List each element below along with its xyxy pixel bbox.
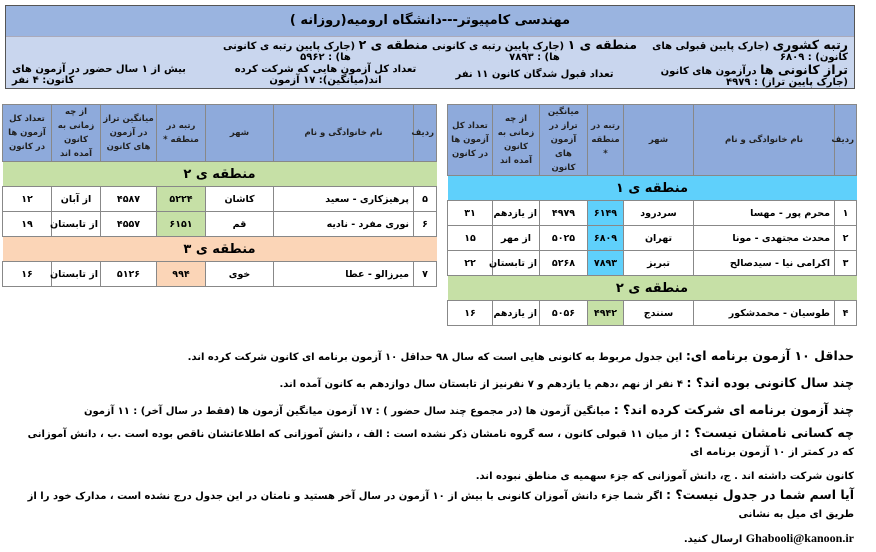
- cell: اکرامی نیا - سیدصالح: [694, 251, 835, 276]
- cell: قم: [206, 212, 274, 237]
- cell: ۷: [414, 262, 437, 287]
- region-label: منطقه ی ۳: [3, 237, 437, 262]
- column-header: شهر: [624, 105, 694, 176]
- cell: میرزالو - عطا: [274, 262, 414, 287]
- cell: از تابستان: [52, 212, 101, 237]
- cell: ۵۰۵۶: [540, 301, 588, 326]
- region1-rank: منطقه ی ۱ (جارک پایین رتبه ی کانونی ها) : ۷۸۹۳: [432, 36, 637, 63]
- cell: ۳۱: [448, 201, 493, 226]
- column-header: از چه زمانی به کانون آمده اند: [493, 105, 540, 176]
- column-header: رتبه در منطقه *: [588, 105, 624, 176]
- national-rank: رتبه کشوری (جارک پایین قبولی های کانون) : ۶۸۰۹: [652, 36, 848, 63]
- cell: ۶۱۴۹: [588, 201, 624, 226]
- cell: ۷۸۹۳: [588, 251, 624, 276]
- cell: ۶: [414, 212, 437, 237]
- summary-row-1: [6, 37, 854, 62]
- cell: ۱۵: [448, 226, 493, 251]
- cell: ۴: [835, 301, 857, 326]
- cell: ۵: [414, 187, 437, 212]
- region-label: منطقه ی ۲: [3, 162, 437, 187]
- table-header: [3, 105, 437, 162]
- note-missing: چه کسانی نامشان نیست؟ : از میان ۱۱ قبولی کانون ، سه گروه نامشان ذکر نشده است : الف ، دانش آموزانی که اطلاعاتشان ناقص بوده است .ب ، دانش آموزانی که در کمتر از ۱۰ آزمون برنامه ای: [27, 425, 854, 458]
- kanoon-score: تراز کانونی ها درآزمون های کانون (جارک پایین تراز) : ۴۹۷۹: [660, 61, 848, 88]
- cell: ۶۸۰۹: [588, 226, 624, 251]
- region-label: منطقه ی ۱: [448, 176, 857, 201]
- cell: از یازدهم: [493, 201, 540, 226]
- column-header: نام خانوادگی و نام: [694, 105, 835, 176]
- note-email-line: Ghabooli@kanoon.ir ارسال کنید.: [683, 531, 854, 545]
- cell: ۴۹۷۹: [540, 201, 588, 226]
- cell: ۲۲: [448, 251, 493, 276]
- cell: ۹۹۴: [157, 262, 206, 287]
- cell: نوری مفرد - نادیه: [274, 212, 414, 237]
- cell: ۱۶: [448, 301, 493, 326]
- summary-row-2: [6, 62, 854, 87]
- summary-header: [5, 5, 855, 89]
- column-header: نام خانوادگی و نام: [274, 105, 414, 162]
- cell: خوی: [206, 262, 274, 287]
- column-header: از چه زمانی به کانون آمده اند: [52, 105, 101, 162]
- cell: محرم پور - مهسا: [694, 201, 835, 226]
- cell: ۱۹: [3, 212, 52, 237]
- cell: ۵۰۲۵: [540, 226, 588, 251]
- column-header: میانگین تراز در آزمون های کانون: [101, 105, 157, 162]
- cell: محدث مجتهدی - مونا: [694, 226, 835, 251]
- table-row: [448, 201, 857, 226]
- region2-rank: منطقه ی ۲ (جارک پایین رتبه ی کانونی ها) : ۵۹۶۲: [223, 36, 428, 63]
- table-row: [448, 301, 857, 326]
- column-header: تعداد کل آزمون ها در کانون: [448, 105, 493, 176]
- column-header: تعداد کل آزمون ها در کانون: [3, 105, 52, 162]
- table-row: [3, 212, 437, 237]
- cell: ۴۵۵۷: [101, 212, 157, 237]
- cell: از مهر: [493, 226, 540, 251]
- cell: ۵۲۶۸: [540, 251, 588, 276]
- column-header: شهر: [206, 105, 274, 162]
- exam-count: تعداد کل آزمون هایی که شرکت کرده اند(میانگین): ۱۷ آزمون: [234, 63, 417, 86]
- cell: ۱۲: [3, 187, 52, 212]
- cell: ۱: [835, 201, 857, 226]
- table-row: [448, 226, 857, 251]
- region-row: [3, 162, 437, 187]
- cell: پرهیزکاری - سعید: [274, 187, 414, 212]
- cell: ۶۱۵۱: [157, 212, 206, 237]
- table-row: [3, 187, 437, 212]
- cell: سردرود: [624, 201, 694, 226]
- cell: تهران: [624, 226, 694, 251]
- cell: ۵۲۲۴: [157, 187, 206, 212]
- cell: کاشان: [206, 187, 274, 212]
- region-row: [3, 237, 437, 262]
- cell: ۵۱۲۶: [101, 262, 157, 287]
- note-min-exams: حداقل ۱۰ آزمون برنامه ای: این جدول مربوط به کانونی هایی است که سال ۹۸ حداقل ۱۰ آزمون برنامه ای کانون شرکت کرده اند.: [187, 348, 854, 363]
- accepted-count: تعداد قبول شدگان کانون ۱۱ نفر: [455, 69, 614, 80]
- cell: ۴۵۸۷: [101, 187, 157, 212]
- cell: تبریز: [624, 251, 694, 276]
- column-header: رتبه در منطقه *: [157, 105, 206, 162]
- note-missing-cont: کانون شرکت داشته اند . ج، دانش آموزانی که جزء سهمیه ی مناطق نبوده اند.: [475, 471, 854, 482]
- cell: ۴۹۴۲: [588, 301, 624, 326]
- table-row: [3, 262, 437, 287]
- results-table-left: [2, 104, 437, 287]
- region-row: [448, 276, 857, 301]
- column-header: میانگین تراز در آزمون های کانون: [540, 105, 588, 176]
- region-row: [448, 176, 857, 201]
- note-not-listed: آیا اسم شما در جدول نیست؟ : اگر شما جزء دانش آموزان کانونی با بیش از ۱۰ آزمون در سال آخر هستید و نامتان در این جدول درج نشده است ، مدارک خود را از طریق ای میل به نشانی: [27, 487, 854, 520]
- page-title: مهندسی کامپیوتر---دانشگاه ارومیه(روزانه ): [6, 6, 854, 37]
- region-label: منطقه ی ۲: [448, 276, 857, 301]
- notes: [14, 343, 854, 552]
- cell: از یازدهم: [493, 301, 540, 326]
- cell: سنندج: [624, 301, 694, 326]
- column-header: ردیف: [414, 105, 437, 162]
- table-header: [448, 105, 857, 176]
- cell: از تابستان: [52, 262, 101, 287]
- cell: طوسیان - محمدشکور: [694, 301, 835, 326]
- cell: ۲: [835, 226, 857, 251]
- note-exam-count: چند آزمون برنامه ای شرکت کرده اند؟ : میانگین آزمون ها (در مجموع چند سال حضور ) : ۱۷ آزمون میانگین آزمون ها (فقط در سال آخر) : ۱۱ آزمون: [83, 402, 854, 417]
- email-link[interactable]: Ghabooli@kanoon.ir: [745, 531, 854, 545]
- note-years: چند سال کانونی بوده اند؟ : ۴ نفر از نهم ،دهم یا یازدهم و ۷ نفرنیز از تابستان سال دوازدهم به کانون آمده اند.: [279, 375, 854, 390]
- column-header: ردیف: [835, 105, 857, 176]
- cell: از تابستان: [493, 251, 540, 276]
- table-row: [448, 251, 857, 276]
- multi-year-count: بیش از ۱ سال حضور در آزمون های کانون: ۴ نفر: [12, 63, 186, 86]
- cell: ۱۶: [3, 262, 52, 287]
- results-table-right: [447, 104, 857, 326]
- cell: ۳: [835, 251, 857, 276]
- cell: از آبان: [52, 187, 101, 212]
